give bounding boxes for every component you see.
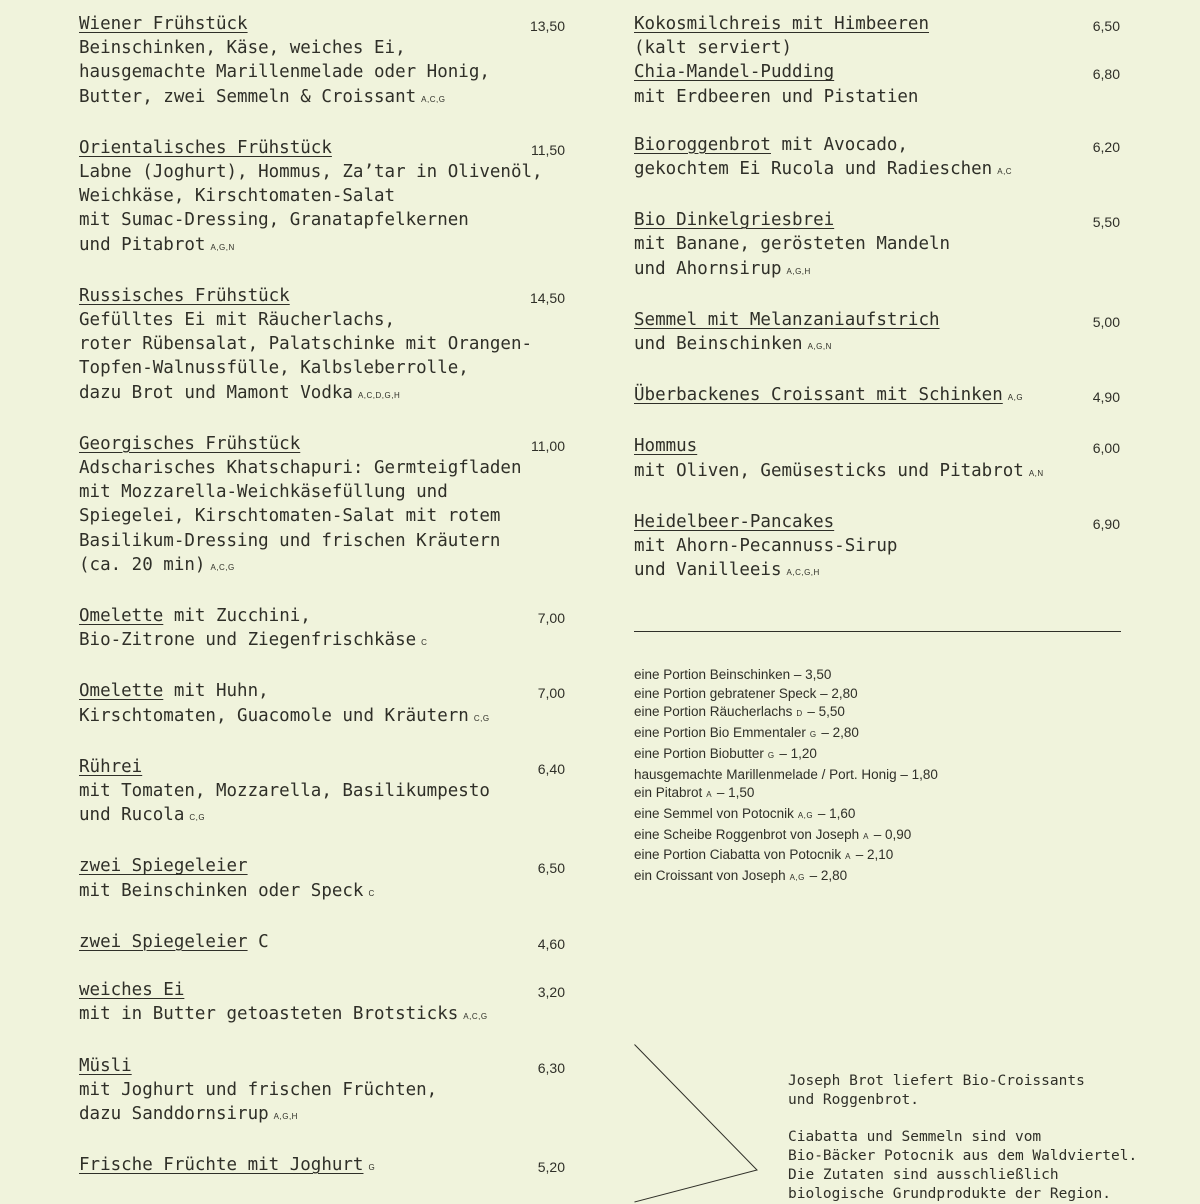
allergen-codes: A,G [1007,393,1024,403]
menu-item-description [79,504,569,528]
menu-item [79,1153,569,1180]
extras-item: ein Croissant von Joseph A,G – 2,80 [634,868,848,884]
menu-item-description [79,60,569,84]
extras-item-text: hausgemachte Marillenmelade / Port. Honig [634,766,897,782]
menu-item-title [79,604,569,628]
allergen-codes: G [809,730,817,740]
description-text: mit Banane, gerösteten Mandeln [634,234,951,255]
menu-item-description [79,85,569,112]
menu-item [634,383,1124,410]
menu-item-description [79,160,569,184]
extras-item: eine Portion Ciabatta von Potocnik A – 2,10 [634,847,894,863]
menu-item [634,60,1124,108]
menu-item-price: 6,50 [1092,18,1120,34]
menu-item-title [634,12,1124,36]
menu-item-name: Chia-Mandel-Pudding [634,62,835,83]
extras-item-price: 1,60 [829,805,856,821]
menu-item-price: 4,90 [1092,389,1120,406]
extras-item-text: eine Portion Beinschinken [634,667,791,682]
description-text: Weichkäse, Kirschtomaten-Salat [79,186,396,207]
description-text: mit Beinschinken oder Speck [79,880,364,901]
menu-item-title [634,510,1124,534]
allergen-codes: A,G,H [273,1111,298,1121]
extras-item-price: 1,20 [790,745,817,761]
menu-item-description [79,208,569,232]
menu-item [79,679,569,730]
extras-item-text: eine Scheibe Roggenbrot von Joseph [634,826,860,842]
allergen-codes: A,N [1028,468,1044,478]
menu-item-title [634,60,1124,84]
allergen-codes: A,G,N [807,342,832,352]
menu-item-title [79,978,569,1002]
menu-item-name-suffix: mit Huhn, [163,681,269,702]
menu-item-title [79,755,569,779]
description-text: Beinschinken, Käse, weiches Ei, [79,38,406,59]
menu-item-name: zwei Spiegeleier [79,931,248,952]
menu-item-price: 11,50 [531,141,565,158]
menu-item-description [79,356,569,380]
menu-item-description [79,36,569,60]
divider-line [634,631,1121,632]
menu-item-name: weiches Ei [79,980,185,1001]
menu-item-price: 5,00 [1092,313,1120,330]
allergen-codes: C,G [473,713,490,723]
menu-item [79,755,569,831]
menu-item-name-suffix: C [247,931,269,952]
menu-item-name-suffix: mit Zucchini, [163,606,311,627]
menu-item-description [634,257,1124,284]
menu-item-name: Omelette [79,606,164,627]
menu-item [634,308,1124,359]
menu-item-price: 7,00 [537,685,565,702]
allergen-codes: C,G [189,813,206,823]
menu-item-name: Omelette [79,681,164,702]
note-line: Ciabatta und Semmeln sind vom [788,1129,1042,1145]
description-text: Butter, zwei Semmeln & Croissant [79,86,417,107]
allergen-codes: G [368,1163,376,1173]
extras-item-price: 2,10 [867,847,894,863]
description-text: gekochtem Ei Rucola und Radieschen [634,159,993,180]
extras-item-text: eine Portion gebratener Speck [634,685,817,701]
menu-item-name: Orientalisches Frühstück [79,137,332,158]
menu-item-description [634,232,1124,256]
menu-item [634,133,1124,184]
menu-item-name: Frische Früchte mit Joghurt [79,1155,364,1176]
menu-column-left [79,12,569,1180]
extras-item-price: 3,50 [805,667,832,682]
description-text: Topfen-Walnussfülle, Kalbsleberrolle, [79,358,469,379]
menu-item-name: Bioroggenbrot [634,134,771,155]
menu-item-description [79,480,569,504]
allergen-codes: C [368,888,375,898]
description-text: mit Tomaten, Mozzarella, Basilikumpesto [79,781,490,802]
menu-item-price: 5,50 [1092,214,1120,231]
extras-item-price: 2,80 [820,868,848,884]
extras-item-price: 0,90 [885,826,912,842]
description-text: mit Erdbeeren und Pistatien [634,86,919,107]
extras-item: eine Portion Räucherlachs D – 5,50 [634,704,845,720]
extras-item-price: 2,80 [831,685,858,701]
menu-item-name-suffix: mit Avocado, [770,134,908,155]
description-text: mit in Butter getoasteten Brotsticks [79,1004,459,1025]
menu-item-description [79,628,569,655]
description-text: (ca. 20 min) [79,554,206,575]
menu-item-title [634,133,1124,157]
menu-item-description [634,85,1124,109]
menu-item-description [634,459,1124,486]
allergen-codes: A,G [789,873,805,883]
menu-item-description [79,456,569,480]
menu-item-price: 6,40 [537,760,565,777]
menu-item-description [79,233,569,260]
description-text: und Beinschinken [634,334,803,355]
menu-item-name: Semmel mit Melanzaniaufstrich [634,309,940,330]
extras-item: eine Scheibe Roggenbrot von Joseph A – 0,90 [634,826,912,842]
description-text: dazu Brot und Mamont Vodka [79,382,353,403]
extras-item-price: 1,50 [728,785,755,801]
menu-item [79,12,569,112]
note-line: Bio-Bäcker Potocnik aus dem Waldviertel. [788,1148,1138,1164]
menu-item [634,208,1124,284]
extras-item: eine Portion Beinschinken – 3,50 [634,667,832,682]
menu-item-description [79,184,569,208]
description-text: hausgemachte Marillenmelade oder Honig, [79,62,490,83]
menu-item-name: zwei Spiegeleier [79,856,248,877]
menu-item-description [634,157,1124,184]
extras-item-text: ein Croissant von Joseph [634,868,786,884]
menu-item [79,978,569,1029]
allergen-codes: A,C,G,H [786,568,820,578]
allergen-codes: A,C,G [210,562,235,572]
description-text: mit Joghurt und frischen Früchten, [79,1079,438,1100]
menu-item [79,604,569,655]
menu-item-title [79,284,569,308]
menu-item-name: Kokosmilchreis mit Himbeeren [634,14,930,34]
allergen-codes: A [845,852,851,862]
menu-item-price: 13,50 [529,18,565,34]
menu-item-price: 6,50 [537,860,565,877]
extras-item-text: eine Semmel von Potocnik [634,805,794,821]
description-text: und Pitabrot [79,234,206,255]
menu-item-price: 6,80 [1092,66,1120,83]
allergen-codes: A,G,H [786,266,811,276]
menu-item-description [634,534,1124,558]
menu-item-price: 11,00 [531,437,565,454]
allergen-codes: A,G,N [210,242,235,252]
allergen-codes: G [767,750,775,760]
menu-item-description [79,332,569,356]
description-text: dazu Sanddornsirup [79,1103,269,1124]
menu-item-title [634,434,1124,458]
menu-item [79,854,569,905]
menu-item [634,434,1124,485]
menu-item-description [79,1002,569,1029]
extras-item-price: 2,80 [832,725,859,741]
allergen-codes: A,C,G [421,94,446,104]
extras-item-text: ein Pitabrot [634,785,703,801]
menu-column-right [634,12,1124,585]
menu-item-description [634,558,1124,585]
menu-item-name: Müsli [79,1055,132,1076]
extras-item: eine Portion Bio Emmentaler G – 2,80 [634,725,859,741]
description-text: und Vanilleeis [634,560,782,581]
menu-item-title [634,308,1124,332]
menu-item-description [79,1078,569,1102]
extras-item-text: eine Portion Bio Emmentaler [634,725,806,741]
allergen-codes: D [796,709,803,719]
menu-item-price: 3,20 [537,984,565,1001]
menu-item-price: 6,30 [537,1059,565,1076]
menu-item-title [79,1054,569,1078]
extras-list [634,666,938,888]
menu-item-price: 7,00 [537,610,565,627]
bakery-notes [788,1072,1137,1204]
allergen-codes: A [706,790,713,800]
menu-item-description [79,381,569,408]
description-text: mit Oliven, Gemüsesticks und Pitabrot [634,460,1024,481]
allergen-codes: A,C [997,167,1013,177]
menu-item-description [79,803,569,830]
allergen-codes: A,C,G [463,1012,488,1022]
menu-item-description [79,779,569,803]
menu-item [79,1054,569,1130]
menu-item-price: 5,20 [537,1159,565,1176]
menu-item-price: 6,20 [1092,138,1120,155]
description-text: roter Rübensalat, Palatschinke mit Orangen- [79,334,533,355]
menu-item [634,510,1124,586]
menu-item-title [79,136,569,160]
menu-item [79,930,569,954]
menu-item-name: Hommus [634,436,698,457]
menu-item-name: Heidelbeer-Pancakes [634,511,835,532]
description-text: mit Sumac-Dressing, Granatapfelkernen [79,210,469,231]
menu-item-description [79,553,569,580]
menu-item-name: Georgisches Frühstück [79,433,301,454]
menu-item-description [79,1102,569,1129]
menu-item-description [79,704,569,731]
menu-item-title [79,679,569,703]
menu-item-title [79,854,569,878]
triangle-decoration [634,1044,764,1204]
menu-item-name: Überbackenes Croissant mit Schinken [634,385,1003,406]
note-spacer [788,1110,1137,1128]
extras-item-text: eine Portion Biobutter [634,745,764,761]
description-text: Spiegelei, Kirschtomaten-Salat mit rotem [79,506,501,527]
allergen-codes: A [863,831,870,841]
description-text: Basilikum-Dressing und frischen Kräutern [79,530,501,551]
description-text: (kalt serviert) [634,38,793,59]
description-text: Labne (Joghurt), Hommus, Za’tar in Olivenöl, [79,162,543,183]
note-line: Joseph Brot liefert Bio-Croissants [788,1073,1085,1089]
menu-item [79,284,569,408]
menu-item-title [79,12,569,36]
menu-item-title [79,930,569,954]
description-text: Gefülltes Ei mit Räucherlachs, [79,310,396,331]
menu-item-price: 14,50 [529,289,565,306]
description-text: mit Ahorn-Pecannuss-Sirup [634,536,898,557]
allergen-codes: A,C,D,G,H [357,390,401,400]
note-line: Die Zutaten sind ausschließlich [788,1167,1059,1183]
menu-item-title [634,383,1124,410]
description-text: Adscharisches Khatschapuri: Germteigfladen [79,458,522,479]
menu-item-description [79,308,569,332]
extras-item: eine Portion Biobutter G – 1,20 [634,745,817,761]
menu-item-name: Bio Dinkelgriesbrei [634,210,835,231]
menu-item-description [634,36,1124,60]
menu-item-name: Rührei [79,756,143,777]
allergen-codes: A,G [797,810,814,820]
menu-item-title [79,1153,569,1180]
extras-item: eine Semmel von Potocnik A,G – 1,60 [634,805,856,821]
menu-item-price: 6,00 [1092,440,1120,457]
extras-item: eine Portion gebratener Speck – 2,80 [634,685,858,701]
menu-item-name: Russisches Frühstück [79,285,290,306]
extras-item-price: 1,80 [911,766,938,782]
menu-item-description [79,529,569,553]
extras-item: ein Pitabrot A – 1,50 [634,785,755,801]
description-text: Bio-Zitrone und Ziegenfrischkäse [79,630,417,651]
note-line: und Roggenbrot. [788,1092,919,1108]
menu-item-description [79,879,569,906]
menu-item-title [634,208,1124,232]
description-text: und Rucola [79,805,185,826]
menu-item-description [634,332,1124,359]
menu-item-price: 6,90 [1092,515,1120,532]
menu-item [79,136,569,260]
note-line: biologische Grundprodukte der Region. [788,1186,1112,1202]
extras-item-text: eine Portion Räucherlachs [634,704,793,720]
extras-item-price: 5,50 [818,704,845,720]
menu-item-title [79,432,569,456]
menu-item [79,432,569,580]
extras-item: hausgemachte Marillenmelade / Port. Honig – 1,80 [634,766,938,782]
allergen-codes: C [421,638,428,648]
description-text: und Ahornsirup [634,258,782,279]
menu-item [634,12,1124,60]
menu-item-name: Wiener Frühstück [79,14,248,34]
description-text: Kirschtomaten, Guacomole und Kräutern [79,705,469,726]
description-text: mit Mozzarella-Weichkäsefüllung und [79,482,448,503]
menu-item-price: 4,60 [537,935,565,952]
extras-item-text: eine Portion Ciabatta von Potocnik [634,847,842,863]
